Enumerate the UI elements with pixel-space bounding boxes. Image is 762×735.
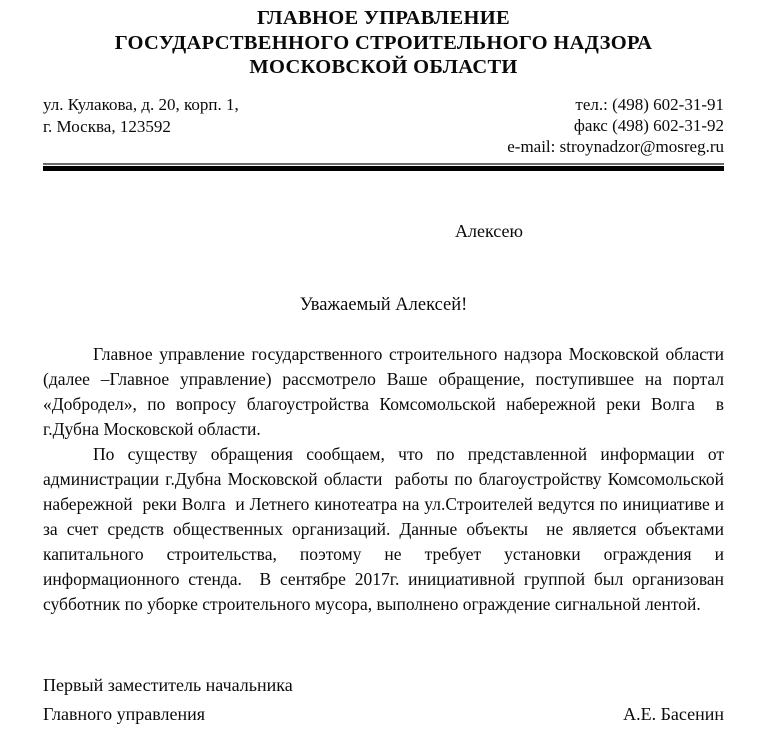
signature-block [43, 671, 724, 729]
org-name-line: МОСКОВСКОЙ ОБЛАСТИ [249, 56, 518, 78]
address-line: г. Москва, 123592 [43, 116, 171, 136]
body-paragraph: По существу обращения сообщаем, что по представленной информации от администрации г.Дубна Московской области работы по благоустройству Комсомольской набережной реки Волга и Летнего кинотеатра на ул.Строителей ведутся по инициативе и за счет средств общественных организаций. Данные объекты не является объектами капитального строительства, поэтому не требует установки ограждения и информационного стенда. В сентябре 2017г. инициативной группой был организован субботник по уборке строительного мусора, выполнено ограждение сигнальной лентой. [43, 443, 729, 614]
letterhead-divider [43, 163, 724, 171]
email-line: e-mail: stroynadzor@mosreg.ru [507, 136, 724, 156]
org-name-line: ГОСУДАРСТВЕННОГО СТРОИТЕЛЬНОГО НАДЗОРА [114, 31, 653, 54]
phone-line: тел.: (498) 602-31-91 [575, 94, 724, 114]
org-name-line: ГЛАВНОЕ УПРАВЛЕНИЕ [257, 7, 510, 29]
letterhead-org-name [43, 4, 724, 80]
addressee: Алексею [455, 220, 523, 241]
address-block [43, 94, 239, 138]
body-paragraph: Главное управление государственного строительного надзора Московской области (далее –Главное управление) рассмотрело Ваше обращение, поступившее на портал «Добродел», по вопросу благоустройства Комсомольской набережной реки Волга в г.Дубна Московской области. [43, 343, 729, 439]
letter-body [43, 342, 729, 617]
signature-title-line: Первый заместитель начальника [43, 675, 293, 695]
salutation: Уважаемый Алексей! [299, 294, 468, 315]
address-line: ул. Кулакова, д. 20, корп. 1, [43, 94, 239, 114]
contact-block [507, 94, 724, 157]
letterhead-contacts [43, 94, 724, 157]
fax-line: факс (498) 602-31-92 [573, 115, 724, 135]
signature-name: А.Е. Басенин [623, 704, 724, 724]
signature-title-line: Главного управления [43, 704, 205, 724]
